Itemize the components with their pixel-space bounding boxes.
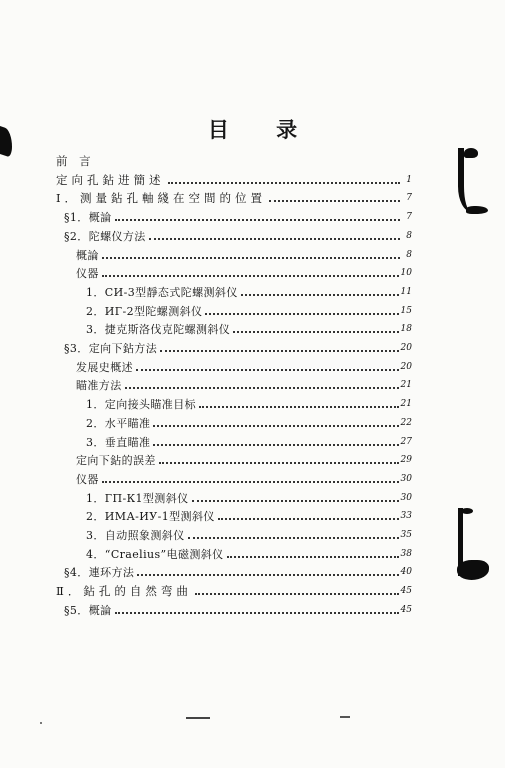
toc-page-number: 45 bbox=[400, 604, 412, 615]
toc-page-number: 18 bbox=[400, 324, 412, 335]
toc-page-number: 22 bbox=[400, 417, 412, 428]
toc-entry bbox=[86, 412, 412, 430]
toc-entry bbox=[86, 505, 412, 523]
toc-dot-leader bbox=[153, 444, 398, 446]
toc-entry-title: 3．捷克斯洛伐克陀螺测斜仪 bbox=[86, 323, 231, 337]
toc-page-number: 38 bbox=[400, 548, 412, 559]
toc-entry bbox=[86, 281, 412, 299]
toc-entry-title: Ⅰ．测量鉆孔軸綫在空間的位置 bbox=[56, 191, 267, 206]
toc-dot-leader bbox=[115, 219, 401, 221]
scan-speck bbox=[340, 716, 350, 718]
toc-entry bbox=[64, 337, 412, 355]
toc-page-number: 7 bbox=[406, 212, 412, 223]
toc-entry-title: 仪器 bbox=[76, 267, 99, 281]
toc-dot-leader bbox=[188, 537, 399, 539]
page-title: 目 录 bbox=[207, 117, 318, 142]
toc-entry bbox=[86, 524, 412, 542]
toc-entry-title: 2．ИМА-ИУ-1型测斜仪 bbox=[86, 510, 215, 524]
toc-page-number: 10 bbox=[400, 268, 412, 279]
toc-entry-title: §4．連环方法 bbox=[64, 566, 135, 580]
toc-entry bbox=[76, 356, 412, 374]
toc-entry-title: 定向孔鉆进簡述 bbox=[56, 172, 165, 187]
toc-page-number: 1 bbox=[406, 174, 412, 185]
toc-page-number: 15 bbox=[400, 305, 412, 316]
toc-entry bbox=[86, 318, 412, 336]
toc-entry bbox=[76, 244, 412, 262]
toc-entry-title: Ⅱ．鉆孔的自然弯曲 bbox=[56, 584, 192, 599]
toc-entry-title: 1．定向接头瞄准目标 bbox=[86, 398, 196, 412]
toc-dot-leader bbox=[168, 182, 401, 184]
toc-dot-leader bbox=[125, 387, 399, 389]
toc-page-number: 21 bbox=[400, 399, 412, 410]
toc-entry bbox=[86, 393, 412, 411]
toc-dot-leader bbox=[159, 462, 399, 464]
toc-dot-leader bbox=[115, 612, 399, 614]
toc-entry-title: §2．陀螺仪方法 bbox=[64, 229, 146, 243]
toc-dot-leader bbox=[136, 369, 399, 371]
toc-entry-title: 仪器 bbox=[76, 472, 99, 486]
toc-dot-leader bbox=[195, 593, 399, 595]
toc-entry bbox=[76, 468, 412, 486]
scan-ink-mark-right-upper bbox=[458, 148, 492, 212]
toc-page-number: 33 bbox=[400, 511, 412, 522]
toc-page-number: 21 bbox=[400, 380, 412, 391]
toc-page-number: 29 bbox=[400, 455, 412, 466]
toc-entry-title: 4．“Craelius”电磁测斜仪 bbox=[86, 547, 224, 561]
toc-page-number: 35 bbox=[400, 530, 412, 540]
toc-entry-title: 定向下鉆的誤差 bbox=[76, 454, 156, 468]
toc-page-number: 30 bbox=[400, 473, 412, 484]
toc-entry bbox=[56, 187, 412, 205]
toc-entry-title: 发展史概述 bbox=[76, 360, 133, 374]
toc-dot-leader bbox=[199, 406, 399, 408]
toc-dot-leader bbox=[192, 500, 399, 502]
toc-entry-title: §3．定向下鉆方法 bbox=[64, 342, 158, 355]
toc-dot-leader bbox=[269, 200, 400, 202]
toc-dot-leader bbox=[241, 294, 399, 296]
toc-dot-leader bbox=[149, 238, 400, 240]
toc-dot-leader bbox=[137, 574, 398, 576]
toc-entry bbox=[64, 599, 412, 617]
toc-entry bbox=[64, 225, 412, 243]
toc-page-number: 7 bbox=[406, 193, 412, 204]
toc-dot-leader bbox=[233, 331, 398, 333]
toc-entry bbox=[64, 561, 412, 579]
toc-entry-title: 1．СИ-3型靜态式陀螺测斜仪 bbox=[86, 285, 238, 299]
toc-page-number: 30 bbox=[400, 492, 412, 503]
toc-page-number: 11 bbox=[400, 286, 412, 297]
toc-entry bbox=[86, 300, 412, 318]
toc-dot-leader bbox=[102, 481, 399, 483]
toc-entry bbox=[86, 543, 412, 561]
toc-entry-title: 前 言 bbox=[56, 154, 95, 168]
toc-dot-leader bbox=[102, 257, 400, 259]
toc-entry bbox=[56, 580, 412, 598]
toc-dot-leader bbox=[205, 313, 398, 315]
toc-entry bbox=[64, 206, 412, 224]
toc-entry-title: 2．ИГ-2型陀螺测斜仪 bbox=[86, 304, 203, 318]
toc-page-number: 8 bbox=[406, 230, 412, 241]
toc-entry-title: 1．ГП-К1型测斜仪 bbox=[86, 491, 189, 505]
toc-entry bbox=[86, 487, 412, 505]
toc-entry bbox=[76, 449, 412, 467]
toc-dot-leader bbox=[153, 425, 398, 427]
toc-entry bbox=[76, 262, 412, 280]
toc-entry-title: 3．垂直瞄准 bbox=[86, 435, 151, 449]
toc-entry bbox=[86, 431, 412, 449]
toc-dot-leader bbox=[102, 275, 399, 277]
toc-entry-title: 2．水平瞄准 bbox=[86, 416, 151, 430]
toc-entry bbox=[76, 374, 412, 392]
toc-page-number: 27 bbox=[400, 436, 412, 447]
toc-entry-title: 瞄准方法 bbox=[76, 379, 122, 393]
scan-speck bbox=[40, 722, 42, 724]
toc-page-number: 40 bbox=[400, 567, 412, 578]
toc-entry-title: §5．概論 bbox=[64, 603, 112, 617]
toc-entry-title: 概論 bbox=[76, 248, 99, 262]
scan-ink-mark-right-lower bbox=[458, 508, 493, 576]
toc-page-number: 20 bbox=[400, 361, 412, 372]
toc-entry bbox=[56, 150, 412, 168]
toc-dot-leader bbox=[218, 518, 399, 520]
toc-entry-title: 3．自动照象测斜仪 bbox=[86, 529, 185, 542]
toc-entry-title: §1．概論 bbox=[64, 211, 112, 225]
toc-page-number: 20 bbox=[400, 343, 412, 353]
toc-entry bbox=[56, 169, 412, 187]
toc-page-number: 45 bbox=[400, 586, 412, 597]
toc-page-number: 8 bbox=[406, 249, 412, 260]
scan-speck bbox=[186, 717, 210, 719]
toc-dot-leader bbox=[160, 350, 398, 352]
toc-dot-leader bbox=[227, 556, 399, 558]
